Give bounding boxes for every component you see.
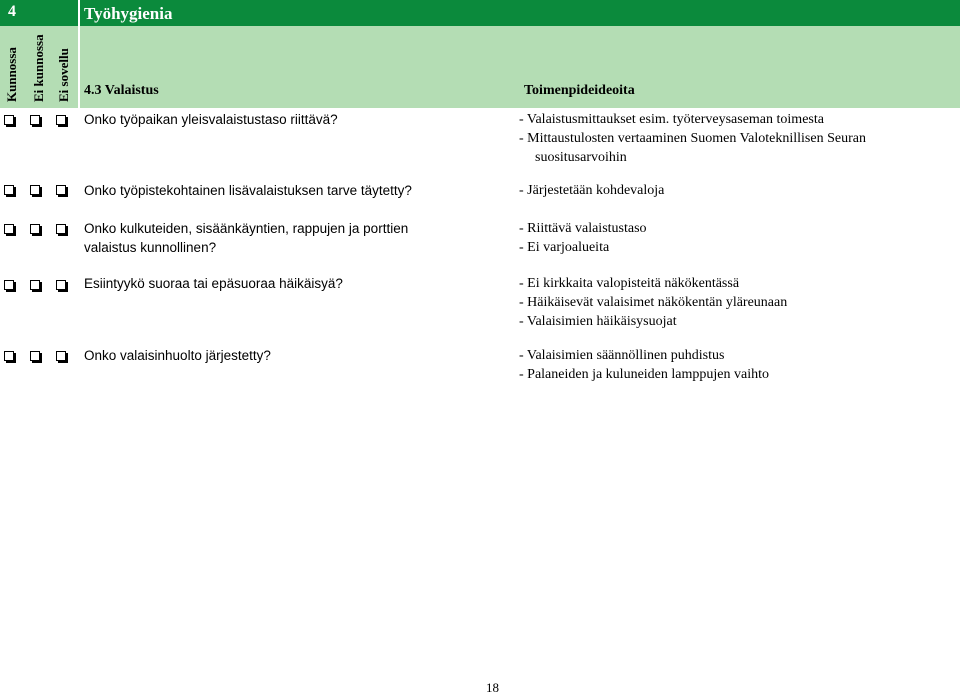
question-text: Onko kulkuteiden, sisäänkäyntien, rappujen ja porttien valaistus kunnollinen?: [84, 221, 409, 255]
ideas-list: [519, 346, 959, 384]
section-number: 4: [8, 3, 16, 20]
idea-item: - Valaistusmittaukset esim. työterveysaseman toimesta: [519, 112, 824, 127]
checkbox-ei-kunnossa[interactable]: [30, 351, 40, 361]
checkbox-ei-sovellu[interactable]: [56, 224, 66, 234]
ideas-column-title: Toimenpideideoita: [524, 83, 635, 98]
ideas-list: [519, 181, 959, 200]
checkbox-kunnossa[interactable]: [4, 115, 14, 125]
header-separator: [78, 0, 80, 108]
column-label-ei-kunnossa: Ei kunnossa: [31, 34, 46, 102]
checkbox-ei-sovellu[interactable]: [56, 185, 66, 195]
checkbox-kunnossa[interactable]: [4, 280, 14, 290]
idea-item: suositusarvoihin: [535, 150, 627, 165]
idea-item: - Valaisimien häikäisysuojat: [519, 314, 677, 329]
ideas-list: [519, 274, 959, 331]
question-text: Esiintyykö suoraa tai epäsuoraa häikäisyä?: [84, 276, 343, 291]
idea-item: - Ei varjoalueita: [519, 240, 610, 255]
checkbox-kunnossa[interactable]: [4, 185, 14, 195]
checkbox-ei-kunnossa[interactable]: [30, 115, 40, 125]
idea-item: - Ei kirkkaita valopisteitä näkökentässä: [519, 276, 740, 291]
checkbox-ei-sovellu[interactable]: [56, 280, 66, 290]
question-text: Onko työpistekohtainen lisävalaistuksen tarve täytetty?: [84, 183, 412, 198]
checkbox-kunnossa[interactable]: [4, 351, 14, 361]
idea-item: - Järjestetään kohdevaloja: [519, 183, 665, 198]
ideas-list: [519, 110, 959, 167]
section-title: Työhygienia: [84, 4, 173, 23]
idea-item: - Häikäisevät valaisimet näkökentän yläreunaan: [519, 295, 788, 310]
idea-item: - Valaisimien säännöllinen puhdistus: [519, 348, 725, 363]
checkbox-ei-kunnossa[interactable]: [30, 224, 40, 234]
checkbox-ei-kunnossa[interactable]: [30, 185, 40, 195]
idea-item: - Riittävä valaistustaso: [519, 221, 647, 236]
checkbox-ei-kunnossa[interactable]: [30, 280, 40, 290]
column-label-ei-sovellu: Ei sovellu: [56, 48, 71, 102]
ideas-list: [519, 219, 959, 257]
checkbox-ei-sovellu[interactable]: [56, 115, 66, 125]
checkbox-ei-sovellu[interactable]: [56, 351, 66, 361]
page-number: 18: [486, 680, 499, 695]
column-label-kunnossa: Kunnossa: [4, 47, 19, 102]
idea-item: - Palaneiden ja kuluneiden lamppujen vaihto: [519, 367, 769, 382]
question-text: Onko valaisinhuolto järjestetty?: [84, 348, 271, 363]
question-text: Onko työpaikan yleisvalaistustaso riittävä?: [84, 112, 338, 127]
subsection-title: 4.3 Valaistus: [84, 83, 159, 98]
checkbox-kunnossa[interactable]: [4, 224, 14, 234]
idea-item: - Mittaustulosten vertaaminen Suomen Valoteknillisen Seuran: [519, 131, 866, 146]
